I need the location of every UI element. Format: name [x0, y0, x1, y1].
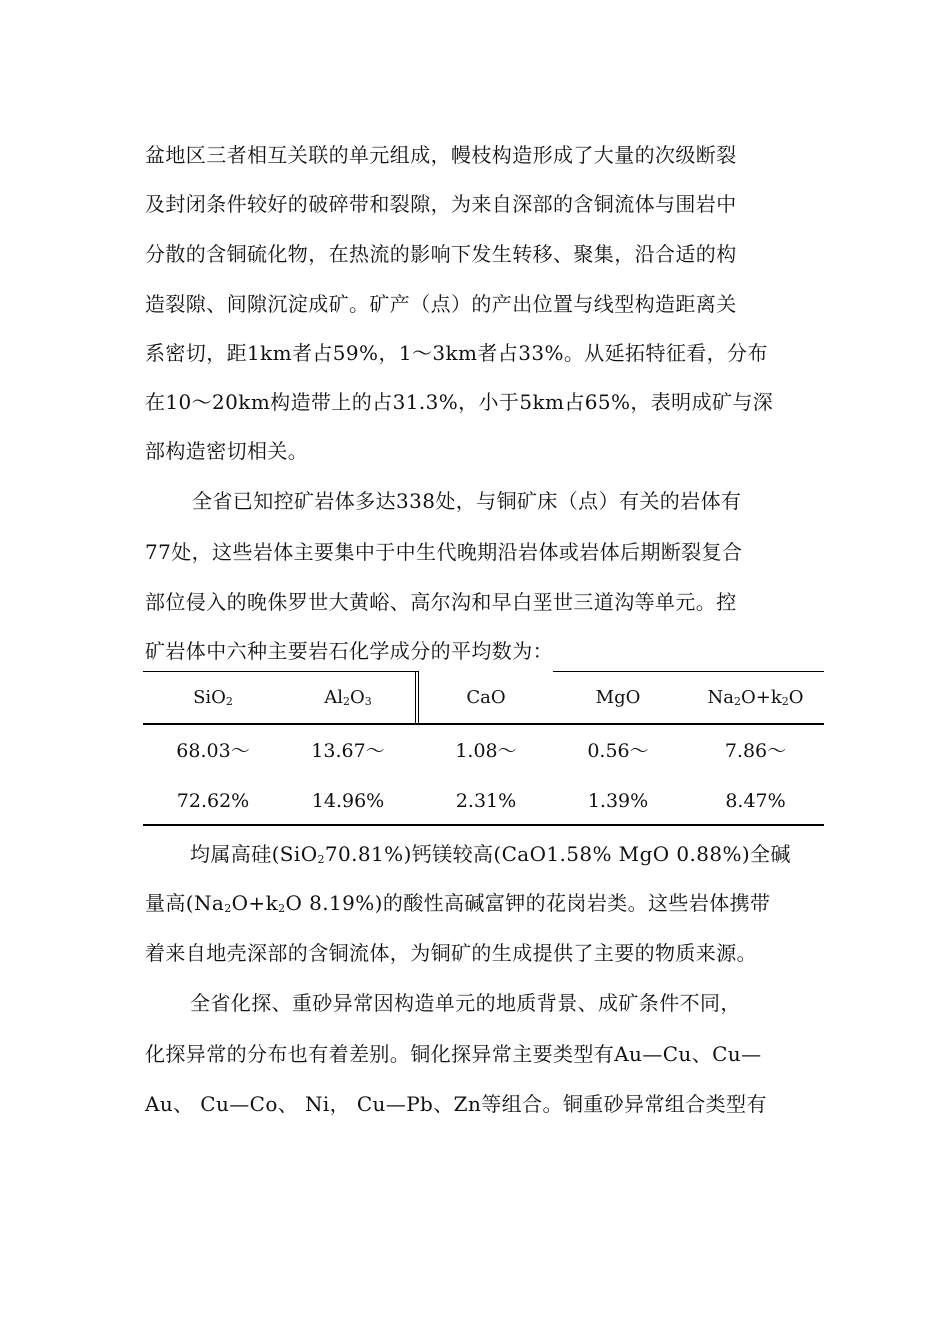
table-cell: 68.03～ [176, 740, 250, 762]
table-cell: 7.86～ [724, 740, 787, 762]
table-cell: 13.67～ [311, 740, 385, 762]
text-line: 量高($Na_2O+k_2O$ 8.19%)的酸性高碱富钾的花岗岩类。这些岩体携带 [145, 891, 771, 915]
text-line: 部构造密切相关。 [145, 439, 309, 463]
composition-table [143, 671, 824, 826]
table-cell: 1.39% [587, 790, 649, 812]
text-line: 着来自地壳深部的含铜流体，为铜矿的生成提供了主要的物质来源。 [145, 941, 757, 965]
text-line: 全省已知控矿岩体多达338处，与铜矿床（点）有关的岩体有 [192, 489, 742, 513]
text-line: Au、 Cu—Co、 Ni， Cu—Pb、Zn等组合。铜重砂异常组合类型有 [145, 1092, 767, 1116]
text-line: 部位侵入的晚侏罗世大黄峪、高尔沟和早白垩世三道沟等单元。控 [145, 590, 737, 614]
table-cell: 1.08～ [455, 740, 517, 762]
text-line: 在10～20km构造带上的占31.3%，小于5km占65%，表明成矿与深 [145, 390, 774, 414]
text-line: 全省化探、重砂异常因构造单元的地质背景、成矿条件不同， [190, 991, 741, 1015]
text-line: 造裂隙、间隙沉淀成矿。矿产（点）的产出位置与线型构造距离关 [145, 292, 737, 316]
text-line: 化探异常的分布也有着差别。铜化探异常主要类型有Au—Cu、Cu— [145, 1042, 762, 1066]
table-cell: 0.56～ [587, 740, 649, 762]
table-header-rule [143, 723, 824, 725]
text-line: 系密切，距1km者占59%，1～3km者占33%。从延拓特征看，分布 [145, 341, 768, 365]
text-line: 矿岩体中六种主要岩石化学成分的平均数为： [145, 639, 553, 663]
text-line: 分散的含铜硫化物，在热流的影响下发生转移、聚集，沿合适的构 [145, 242, 737, 266]
text-line: 77处，这些岩体主要集中于中生代晚期沿岩体或岩体后期断裂复合 [145, 540, 743, 564]
table-cell: 14.96% [311, 790, 385, 812]
table-cell: 2.31% [455, 790, 517, 812]
table-divider [418, 671, 419, 723]
header-sio2: SiO$_2$ [193, 687, 233, 708]
header-na2o-k2o: $Na_2O+k_2O$ [707, 687, 804, 708]
table-cell: 72.62% [176, 790, 250, 812]
table-top-rule-right [553, 671, 824, 672]
table-divider [415, 671, 416, 723]
text-line: 及封闭条件较好的破碎带和裂隙，为来自深部的含铜流体与围岩中 [145, 192, 737, 216]
header-cao: CaO [466, 687, 506, 708]
text-line: 均属高硅(SiO$_2$70.81%)钙镁较高(CaO1.58% MgO 0.88%)全碱 [190, 842, 791, 866]
header-mgo: MgO [595, 687, 641, 708]
table-bottom-rule [143, 824, 824, 826]
text-line: 盆地区三者相互关联的单元组成，幔枝构造形成了大量的次级断裂 [145, 143, 737, 167]
header-al2o3: $Al_2O_3$ [324, 687, 372, 708]
table-top-rule-left [143, 671, 418, 672]
table-cell: 8.47% [725, 790, 786, 812]
